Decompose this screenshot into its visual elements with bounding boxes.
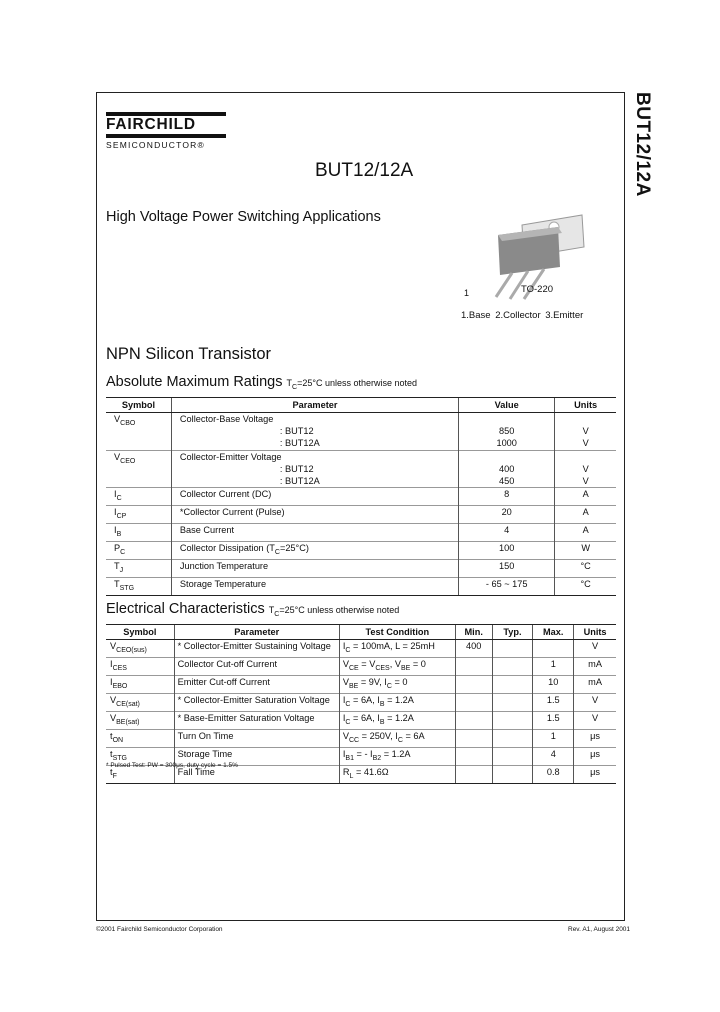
ec-parameter: Fall Time xyxy=(174,766,339,784)
ec-condition: $V_{BE} = 9V$, $I_C = 0$ xyxy=(339,676,455,694)
pin-assignment: 1.Base 2.Collector 3.Emitter xyxy=(461,310,584,321)
ec-units: mA xyxy=(574,676,616,694)
table-row xyxy=(106,506,616,524)
amr-units: °C xyxy=(555,578,616,596)
table-row xyxy=(106,542,616,560)
ec-units: V xyxy=(574,640,616,658)
amr-param-line: : BUT12A xyxy=(279,476,320,487)
ec-header-symbol: Symbol xyxy=(106,625,174,640)
ec-parameter: * Collector-Emitter Sustaining Voltage xyxy=(174,640,339,658)
ec-max: 1 xyxy=(533,730,574,748)
ec-min xyxy=(455,712,492,730)
amr-parameter: Collector Dissipation $(T_C=25^\circ C)$ xyxy=(171,542,458,560)
amr-symbol: $T_J$ xyxy=(106,560,171,578)
amr-value: 8 xyxy=(459,488,555,506)
amr-symbol: $I_B$ xyxy=(106,524,171,542)
ec-parameter: Emitter Cut-off Current xyxy=(174,676,339,694)
amr-symbol: $V_{CBO}$ xyxy=(106,413,171,451)
npn-heading: NPN Silicon Transistor xyxy=(106,345,272,363)
amr-header-symbol: Symbol xyxy=(106,398,171,413)
ec-condition: $V_{CE} = V_{CES}$, $V_{BE} = 0$ xyxy=(339,658,455,676)
table-row xyxy=(106,578,616,596)
ec-typ xyxy=(492,658,533,676)
ec-typ xyxy=(492,748,533,766)
amr-symbol: $T_{STG}$ xyxy=(106,578,171,596)
amr-param-line: : BUT12 xyxy=(279,426,314,437)
table-row xyxy=(106,658,616,676)
table-row xyxy=(106,413,616,451)
amr-symbol: $V_{CEO}$ xyxy=(106,450,171,488)
logo-name: FAIRCHILD xyxy=(106,116,196,133)
table-row xyxy=(106,640,616,658)
ec-note: $T_C=25^\circ C$ unless otherwise noted xyxy=(268,605,400,618)
ec-symbol: $t_{STG}$ xyxy=(106,748,174,766)
amr-heading-text: Absolute Maximum Ratings xyxy=(106,374,283,390)
amr-value: 20 xyxy=(459,506,555,524)
amr-units: A xyxy=(555,488,616,506)
amr-value: 100 xyxy=(459,542,555,560)
electrical-characteristics-table xyxy=(106,624,616,784)
amr-symbol: $P_C$ xyxy=(106,542,171,560)
ec-header-max: Max. xyxy=(533,625,574,640)
ec-units: mA xyxy=(574,658,616,676)
ec-max: 1 xyxy=(533,658,574,676)
ec-header-parameter: Parameter xyxy=(174,625,339,640)
fairchild-logo xyxy=(106,112,226,150)
ec-condition: $R_L = 41.6\Omega$ xyxy=(339,766,455,784)
amr-parameter: Junction Temperature xyxy=(171,560,458,578)
ec-units: μs xyxy=(574,766,616,784)
ec-symbol: $I_{CES}$ xyxy=(106,658,174,676)
footer-copyright: ©2001 Fairchild Semiconductor Corporation xyxy=(96,926,223,933)
amr-units: V V xyxy=(555,450,616,488)
table-row xyxy=(106,676,616,694)
amr-parameter: Base Current xyxy=(171,524,458,542)
ec-max xyxy=(533,640,574,658)
ec-heading-text: Electrical Characteristics xyxy=(106,601,265,617)
amr-parameter xyxy=(171,450,458,488)
amr-parameter xyxy=(171,413,458,451)
ec-typ xyxy=(492,640,533,658)
ec-min xyxy=(455,766,492,784)
ec-max: 1.5 xyxy=(533,694,574,712)
ec-symbol: $t_F$ xyxy=(106,766,174,784)
ec-heading xyxy=(106,601,399,618)
ec-typ xyxy=(492,676,533,694)
ec-units: μs xyxy=(574,748,616,766)
table-row xyxy=(106,712,616,730)
ec-header-units: Units xyxy=(574,625,616,640)
ec-units: V xyxy=(574,712,616,730)
ec-units: μs xyxy=(574,730,616,748)
amr-header-value: Value xyxy=(459,398,555,413)
ec-max: 1.5 xyxy=(533,712,574,730)
amr-note: $T_C=25^\circ C$ unless otherwise noted xyxy=(286,378,418,391)
ec-condition: $I_C = 100mA$, L = 25mH xyxy=(339,640,455,658)
footer-revision: Rev. A1, August 2001 xyxy=(568,926,631,933)
amr-symbol: $I_{CP}$ xyxy=(106,506,171,524)
amr-param-line: Collector-Emitter Voltage xyxy=(179,451,282,462)
amr-parameter: Collector Current (DC) xyxy=(171,488,458,506)
application-title: High Voltage Power Switching Applications xyxy=(106,209,381,225)
ec-condition: $I_{B1}$ = - $I_{B2} = 1.2A$ xyxy=(339,748,455,766)
ec-symbol: $I_{EBO}$ xyxy=(106,676,174,694)
amr-value: 400 450 xyxy=(459,450,555,488)
ec-header-typ: Typ. xyxy=(492,625,533,640)
ec-condition: $I_C = 6A$, $I_B = 1.2A$ xyxy=(339,712,455,730)
ec-max: 0.8 xyxy=(533,766,574,784)
amr-param-line: Collector-Base Voltage xyxy=(179,414,274,424)
ec-symbol: $V_{BE(sat)}$ xyxy=(106,712,174,730)
amr-units: V V xyxy=(555,413,616,451)
ec-min xyxy=(455,748,492,766)
amr-header-units: Units xyxy=(555,398,616,413)
amr-units: A xyxy=(555,506,616,524)
ec-max: 10 xyxy=(533,676,574,694)
ec-parameter: Storage Time xyxy=(174,748,339,766)
ec-units: V xyxy=(574,694,616,712)
amr-header-parameter: Parameter xyxy=(171,398,458,413)
ec-min xyxy=(455,658,492,676)
amr-symbol: $I_C$ xyxy=(106,488,171,506)
table-row xyxy=(106,694,616,712)
table-row xyxy=(106,488,616,506)
table-row xyxy=(106,560,616,578)
absolute-maximum-ratings-table xyxy=(106,397,616,596)
ec-symbol: $V_{CE(sat)}$ xyxy=(106,694,174,712)
ec-typ xyxy=(492,766,533,784)
ec-condition: $V_{CC} = 250V$, $I_C = 6A$ xyxy=(339,730,455,748)
ec-symbol: $V_{CEO(sus)}$ xyxy=(106,640,174,658)
amr-param-line: : BUT12A xyxy=(279,438,320,449)
amr-units: W xyxy=(555,542,616,560)
amr-param-line: : BUT12 xyxy=(279,463,314,474)
ec-symbol: $t_{ON}$ xyxy=(106,730,174,748)
pin1-label: 1 xyxy=(464,288,470,298)
ec-typ xyxy=(492,730,533,748)
ec-typ xyxy=(492,712,533,730)
amr-parameter: *Collector Current (Pulse) xyxy=(171,506,458,524)
logo-sub: SEMICONDUCTOR® xyxy=(106,140,205,150)
ec-parameter: Collector Cut-off Current xyxy=(174,658,339,676)
ec-max: 4 xyxy=(533,748,574,766)
part-number: BUT12/12A xyxy=(315,160,414,181)
table-row xyxy=(106,450,616,488)
ec-header-test-condition: Test Condition xyxy=(339,625,455,640)
ec-parameter: Turn On Time xyxy=(174,730,339,748)
table-row xyxy=(106,730,616,748)
ec-min xyxy=(455,694,492,712)
ec-parameter: * Base-Emitter Saturation Voltage xyxy=(174,712,339,730)
amr-value: 850 1000 xyxy=(459,413,555,451)
ec-min: 400 xyxy=(455,640,492,658)
amr-heading xyxy=(106,374,417,391)
ec-condition: $I_C = 6A$, $I_B = 1.2A$ xyxy=(339,694,455,712)
table-row xyxy=(106,524,616,542)
footnote: * Pulsed Test: PW = 300μs, duty cycle = 1.5% xyxy=(106,762,238,769)
amr-units: A xyxy=(555,524,616,542)
ec-header-min: Min. xyxy=(455,625,492,640)
side-title: BUT12/12A xyxy=(632,92,653,197)
amr-value: 150 xyxy=(459,560,555,578)
ec-typ xyxy=(492,694,533,712)
amr-value: - 65 ~ 175 xyxy=(459,578,555,596)
ec-min xyxy=(455,676,492,694)
ec-parameter: * Collector-Emitter Saturation Voltage xyxy=(174,694,339,712)
amr-value: 4 xyxy=(459,524,555,542)
package-label: TO-220 xyxy=(521,284,554,295)
amr-units: °C xyxy=(555,560,616,578)
ec-min xyxy=(455,730,492,748)
amr-parameter: Storage Temperature xyxy=(171,578,458,596)
